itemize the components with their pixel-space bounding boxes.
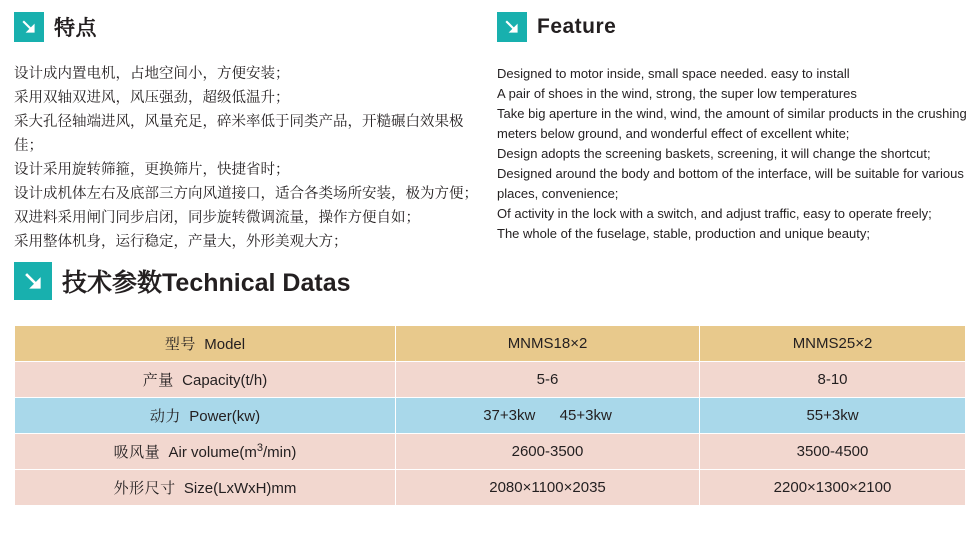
list-item: Take big aperture in the wind, wind, the amount of similar products in the crushing: [497, 106, 967, 121]
air-volume-exponent: 3: [256, 442, 263, 454]
technical-datas-title: 技术参数Technical Datas: [62, 269, 351, 297]
row-label-cn: 吸风量: [113, 444, 161, 461]
air-volume-label-post: /min): [263, 444, 297, 461]
row-label-cn: 动力: [149, 408, 181, 425]
row-label-en: Model: [204, 336, 246, 353]
row-label-en: Power(kw): [189, 408, 261, 425]
feature-section-english: [497, 12, 967, 244]
row-label-capacity: [15, 362, 396, 398]
cell-air-volume-col3: 3500-4500: [700, 434, 966, 470]
list-item: places, convenience;: [497, 186, 619, 201]
list-item: 采用双轴双进风，风压强劲，超级低温升；: [14, 90, 290, 106]
cell-power-col3: 55+3kw: [700, 398, 966, 434]
list-item: 双进料采用闸门同步启闭，同步旋转微调流量，操作方便自如；: [14, 210, 420, 226]
row-label-cn: 型号: [164, 336, 196, 353]
list-item: 采大孔径轴端进风，风量充足，碎米率低于同类产品，开糙碾白效果极佳；: [14, 114, 464, 154]
list-item: 设计采用旋转筛箍，更换筛片，快捷省时；: [14, 162, 290, 178]
row-label-model: [15, 326, 396, 362]
cell-power-value-b: 45+3kw: [559, 407, 612, 424]
arrow-down-right-icon: [14, 12, 44, 42]
cell-size-col3: 2200×1300×2100: [700, 470, 966, 506]
list-item: Design adopts the screening baskets, screening, it will change the shortcut;: [497, 146, 931, 161]
feature-chinese-title: 特点: [54, 17, 97, 40]
cell-size-col2: 2080×1100×2035: [396, 470, 700, 506]
cell-model-col2: MNMS18×2: [396, 326, 700, 362]
feature-english-list: [497, 64, 967, 244]
table-row: [15, 326, 966, 362]
list-item: A pair of shoes in the wind, strong, the super low temperatures: [497, 86, 857, 101]
row-label-air-volume: [15, 434, 396, 470]
list-item: 采用整体机身，运行稳定，产量大，外形美观大方；: [14, 234, 348, 250]
row-label-power: [15, 398, 396, 434]
feature-chinese-header: [14, 12, 484, 42]
feature-english-header: [497, 12, 967, 42]
list-item: The whole of the fuselage, stable, production and unique beauty;: [497, 226, 870, 241]
row-label-en: Size(LxWxH)mm: [183, 480, 297, 497]
arrow-down-right-icon: [14, 262, 52, 300]
list-item: 设计成内置电机，占地空间小，方便安装；: [14, 66, 290, 82]
feature-english-title: Feature: [537, 15, 617, 38]
feature-section-chinese: [14, 12, 484, 254]
air-volume-label-pre: Air volume(m: [168, 444, 257, 461]
specs-table-wrapper: [14, 325, 966, 506]
cell-power-col2: [396, 398, 700, 434]
table-row: [15, 434, 966, 470]
cell-capacity-col3: 8-10: [700, 362, 966, 398]
cell-model-col3: MNMS25×2: [700, 326, 966, 362]
list-item: Designed to motor inside, small space needed. easy to install: [497, 66, 850, 81]
row-label-cn: 外形尺寸: [113, 480, 176, 497]
list-item: Of activity in the lock with a switch, and adjust traffic, easy to operate freely;: [497, 206, 932, 221]
row-label-en: Capacity(t/h): [182, 372, 268, 389]
specs-table: [14, 325, 966, 506]
technical-datas-header: [14, 262, 351, 300]
cell-air-volume-col2: 2600-3500: [396, 434, 700, 470]
cell-power-value-a: 37+3kw: [483, 407, 536, 424]
table-row: [15, 398, 966, 434]
list-item: 设计成机体左右及底部三方向风道接口，适合各类场所安装，极为方便；: [14, 186, 478, 202]
list-item: Designed around the body and bottom of the interface, will be suitable for various: [497, 166, 964, 181]
feature-chinese-list: [14, 62, 484, 254]
row-label-size: [15, 470, 396, 506]
list-item: meters below ground, and wonderful effect of excellent white;: [497, 126, 850, 141]
arrow-down-right-icon: [497, 12, 527, 42]
table-row: [15, 470, 966, 506]
cell-capacity-col2: 5-6: [396, 362, 700, 398]
row-label-en: [169, 444, 297, 461]
table-row: [15, 362, 966, 398]
row-label-cn: 产量: [142, 372, 174, 389]
